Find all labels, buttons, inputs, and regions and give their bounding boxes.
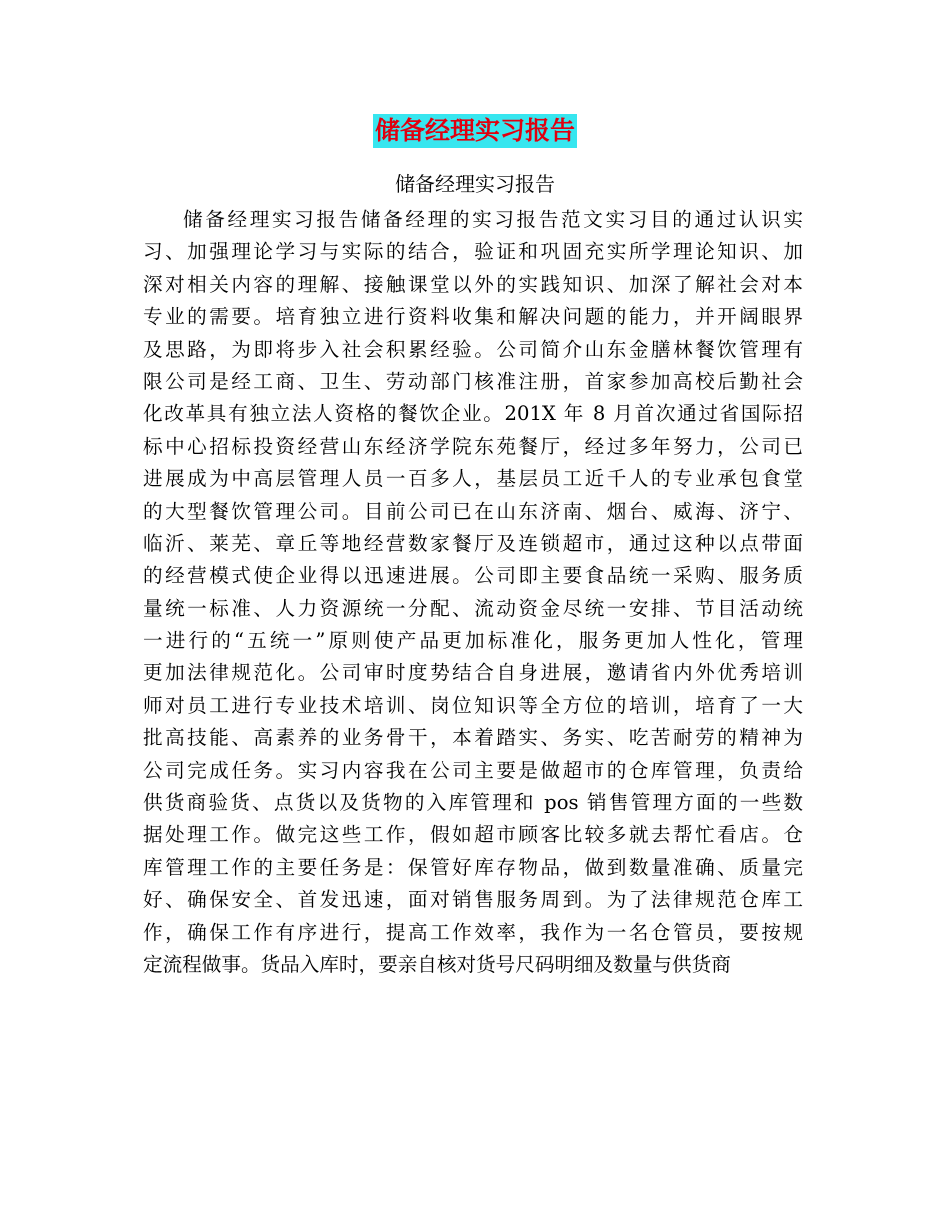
body-line: 习、加强理论学习与实际的结合，验证和巩固充实所学理论知识、加 <box>143 240 803 264</box>
body-line: 据处理工作。做完这些工作，假如超市顾客比较多就去帮忙看店。仓 <box>143 823 803 847</box>
body-line: 好、确保安全、首发迅速，面对销售服务周到。为了法律规范仓库工 <box>143 888 803 912</box>
body-line: 的大型餐饮管理公司。目前公司已在山东济南、烟台、威海、济宁、 <box>143 499 803 523</box>
body-line: 公司完成任务。实习内容我在公司主要是做超市的仓库管理，负责给 <box>143 758 803 782</box>
body-line: 量统一标准、人力资源统一分配、流动资金尽统一安排、节目活动统 <box>143 596 803 620</box>
body-line: 师对员工进行专业技术培训、岗位知识等全方位的培训，培育了一大 <box>143 693 803 717</box>
body-line: 一进行的“五统一”原则使产品更加标准化，服务更加人性化，管理 <box>143 629 803 653</box>
document-title-highlight: 储备经理实习报告 <box>373 114 577 148</box>
body-line: 临沂、莱芜、章丘等地经营数家餐厅及连锁超市，通过这种以点带面 <box>143 531 803 555</box>
body-line: 及思路，为即将步入社会积累经验。公司简介山东金膳林餐饮管理有 <box>143 337 803 361</box>
body-line: 进展成为中高层管理人员一百多人，基层员工近千人的专业承包食堂 <box>143 467 803 491</box>
body-line: 储备经理实习报告储备经理的实习报告范文实习目的通过认识实 <box>183 208 803 231</box>
body-line: 供货商验货、点货以及货物的入库管理和 pos 销售管理方面的一些数 <box>143 791 803 815</box>
body-line: 批高技能、高素养的业务骨干，本着踏实、务实、吃苦耐劳的精神为 <box>143 726 803 750</box>
body-line: 标中心招标投资经营山东经济学院东苑餐厅，经过多年努力，公司已 <box>143 434 803 458</box>
body-line: 定流程做事。货品入库时，要亲自核对货号尺码明细及数量与供货商 <box>143 952 731 976</box>
body-line: 深对相关内容的理解、接触课堂以外的实践知识、加深了解社会对本 <box>143 272 803 296</box>
body-line: 更加法律规范化。公司审时度势结合自身进展，邀请省内外优秀培训 <box>143 661 803 685</box>
document-title <box>0 110 950 148</box>
document-subtitle: 储备经理实习报告 <box>395 172 555 196</box>
body-line: 作，确保工作有序进行，提高工作效率，我作为一名仓管员，要按规 <box>143 920 803 944</box>
body-line: 限公司是经工商、卫生、劳动部门核准注册，首家参加高校后勤社会 <box>143 369 803 393</box>
body-line: 专业的需要。培育独立进行资料收集和解决问题的能力，并开阔眼界 <box>143 305 803 329</box>
body-line: 化改革具有独立法人资格的餐饮企业。201X 年 8 月首次通过省国际招 <box>143 402 803 426</box>
document-body <box>143 204 803 981</box>
body-line: 库管理工作的主要任务是：保管好库存物品，做到数量准确、质量完 <box>143 855 803 879</box>
body-line: 的经营模式使企业得以迅速进展。公司即主要食品统一采购、服务质 <box>143 564 803 588</box>
